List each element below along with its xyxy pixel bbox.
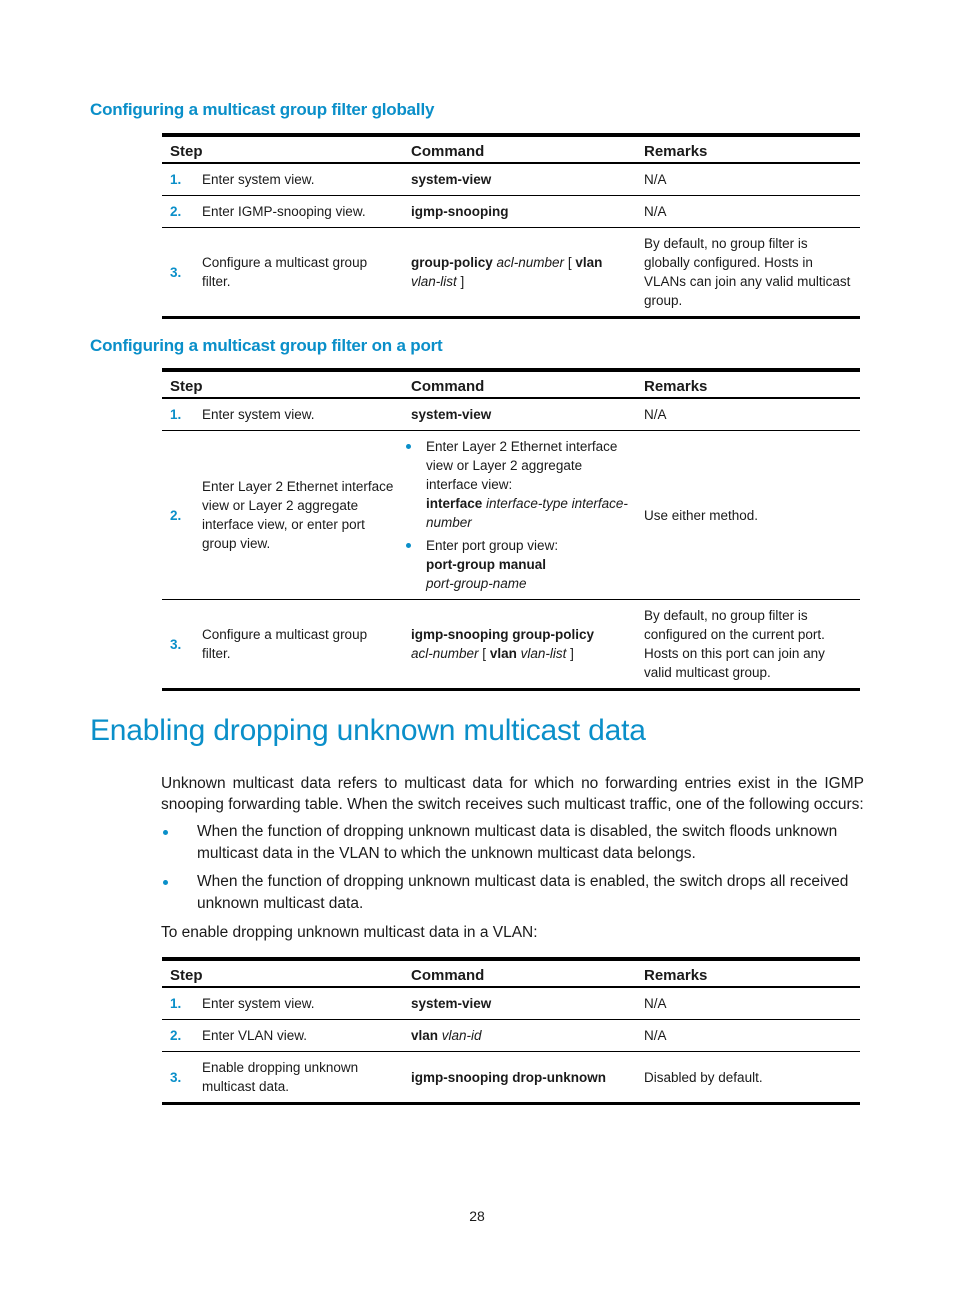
command-cell (403, 228, 636, 318)
command-keyword: igmp-snooping (411, 204, 509, 219)
step-text: Enter Layer 2 Ethernet interface view or Layer 2 aggregate interface view, or enter port group view. (202, 479, 394, 551)
section-heading-port-filter: Configuring a multicast group filter on a port (90, 336, 443, 355)
list-item: When the function of dropping unknown multicast data is disabled, the switch floods unknown multicast data in the VLAN to which the unknown multicast data belongs. (161, 821, 864, 865)
header-step: Step (170, 143, 203, 160)
list-item (403, 437, 628, 532)
global-filter-table (162, 133, 860, 319)
header-remarks: Remarks (644, 967, 708, 984)
step-text: Configure a multicast group filter. (202, 255, 368, 289)
command-argument: port-group-name (426, 576, 527, 591)
table-row (162, 196, 860, 228)
command-argument: acl-number (496, 255, 565, 270)
step-text: Enable dropping unknown multicast data. (202, 1060, 359, 1094)
remarks-text: N/A (644, 1028, 667, 1043)
command-argument: interface-type interface-number (426, 496, 628, 530)
header-step: Step (170, 378, 203, 395)
command-keyword: system-view (411, 172, 492, 187)
command-keyword: igmp-snooping group-policy (411, 627, 594, 642)
step-number: 3. (170, 1069, 182, 1085)
command-argument: vlan-list (411, 274, 457, 289)
header-command: Command (411, 378, 485, 395)
header-step: Step (170, 967, 203, 984)
command-keyword: port-group manual (426, 557, 546, 572)
command-argument: acl-number (411, 646, 479, 661)
step-number: 3. (170, 264, 182, 280)
step-number: 3. (170, 636, 182, 652)
table-row (162, 600, 860, 690)
step-text: Enter system view. (202, 996, 315, 1011)
step-text: Configure a multicast group filter. (202, 627, 368, 661)
bracket-close: ] (460, 274, 465, 289)
bracket-close: ] (570, 646, 574, 661)
step-text: Enter VLAN view. (202, 1028, 308, 1043)
section-heading-global-filter: Configuring a multicast group filter globally (90, 100, 435, 119)
command-argument: vlan-list (520, 646, 567, 661)
step-number: 1. (170, 172, 182, 187)
section-heading-drop-unknown: Enabling dropping unknown multicast data (90, 714, 646, 747)
table-header-row (162, 370, 860, 398)
remarks-text: N/A (644, 407, 667, 422)
table-row (162, 228, 860, 318)
remarks-text: By default, no group filter is configured on the current port. Hosts on this port can join any valid multicast group. (644, 608, 825, 680)
table-row (162, 398, 860, 431)
command-keyword: interface (426, 496, 483, 511)
list-item: When the function of dropping unknown multicast data is enabled, the switch drops all received unknown multicast data. (161, 871, 864, 915)
command-keyword: vlan (575, 255, 603, 270)
step-number: 2. (170, 1028, 182, 1043)
command-keyword: group-policy (411, 255, 493, 270)
header-command: Command (411, 967, 485, 984)
command-cell (403, 1020, 636, 1052)
remarks-text: N/A (644, 996, 667, 1011)
header-remarks: Remarks (644, 378, 708, 395)
remarks-text: Disabled by default. (644, 1069, 763, 1085)
table-row (162, 431, 860, 600)
table-header-row (162, 135, 860, 163)
bracket-open: [ (482, 646, 487, 661)
intro-paragraph: Unknown multicast data refers to multicast data for which no forwarding entries exist in the IGMP snooping forwarding table. When the switch receives such multicast traffic, one of the following occurs: (161, 775, 864, 813)
page-number: 28 (469, 1208, 485, 1224)
step-number: 2. (170, 507, 182, 523)
bracket-open: [ (567, 255, 572, 270)
remarks-text: N/A (644, 204, 667, 219)
remarks-text: Use either method. (644, 507, 759, 523)
step-text: Enter IGMP-snooping view. (202, 204, 366, 219)
command-argument: vlan-id (441, 1028, 482, 1043)
drop-unknown-table (162, 957, 860, 1105)
step-text: Enter system view. (202, 407, 315, 422)
port-filter-table (162, 368, 860, 691)
step-number: 1. (170, 407, 182, 422)
command-keyword: system-view (411, 407, 492, 422)
command-options-list (403, 437, 628, 593)
table-row (162, 987, 860, 1020)
remarks-text: By default, no group filter is globally configured. Hosts in VLANs can join any valid multicast group. (644, 236, 851, 308)
header-remarks: Remarks (644, 143, 708, 160)
header-command: Command (411, 143, 485, 160)
table-row (162, 163, 860, 196)
step-text: Enter system view. (202, 172, 315, 187)
step-number: 2. (170, 204, 182, 219)
table-row (162, 1020, 860, 1052)
command-keyword: vlan (489, 646, 517, 661)
option-description: Enter Layer 2 Ethernet interface view or Layer 2 aggregate interface view: (426, 439, 618, 492)
command-keyword: system-view (411, 996, 492, 1011)
step-number: 1. (170, 996, 182, 1011)
list-item (403, 536, 628, 593)
command-cell (403, 600, 636, 690)
command-keyword: vlan (411, 1028, 439, 1043)
remarks-text: N/A (644, 172, 667, 187)
table-header-row (162, 959, 860, 987)
behavior-list (161, 821, 864, 921)
lead-paragraph: To enable dropping unknown multicast data in a VLAN: (161, 924, 538, 941)
option-description: Enter port group view: (426, 538, 559, 553)
command-keyword: igmp-snooping drop-unknown (411, 1069, 606, 1085)
table-row (162, 1052, 860, 1104)
